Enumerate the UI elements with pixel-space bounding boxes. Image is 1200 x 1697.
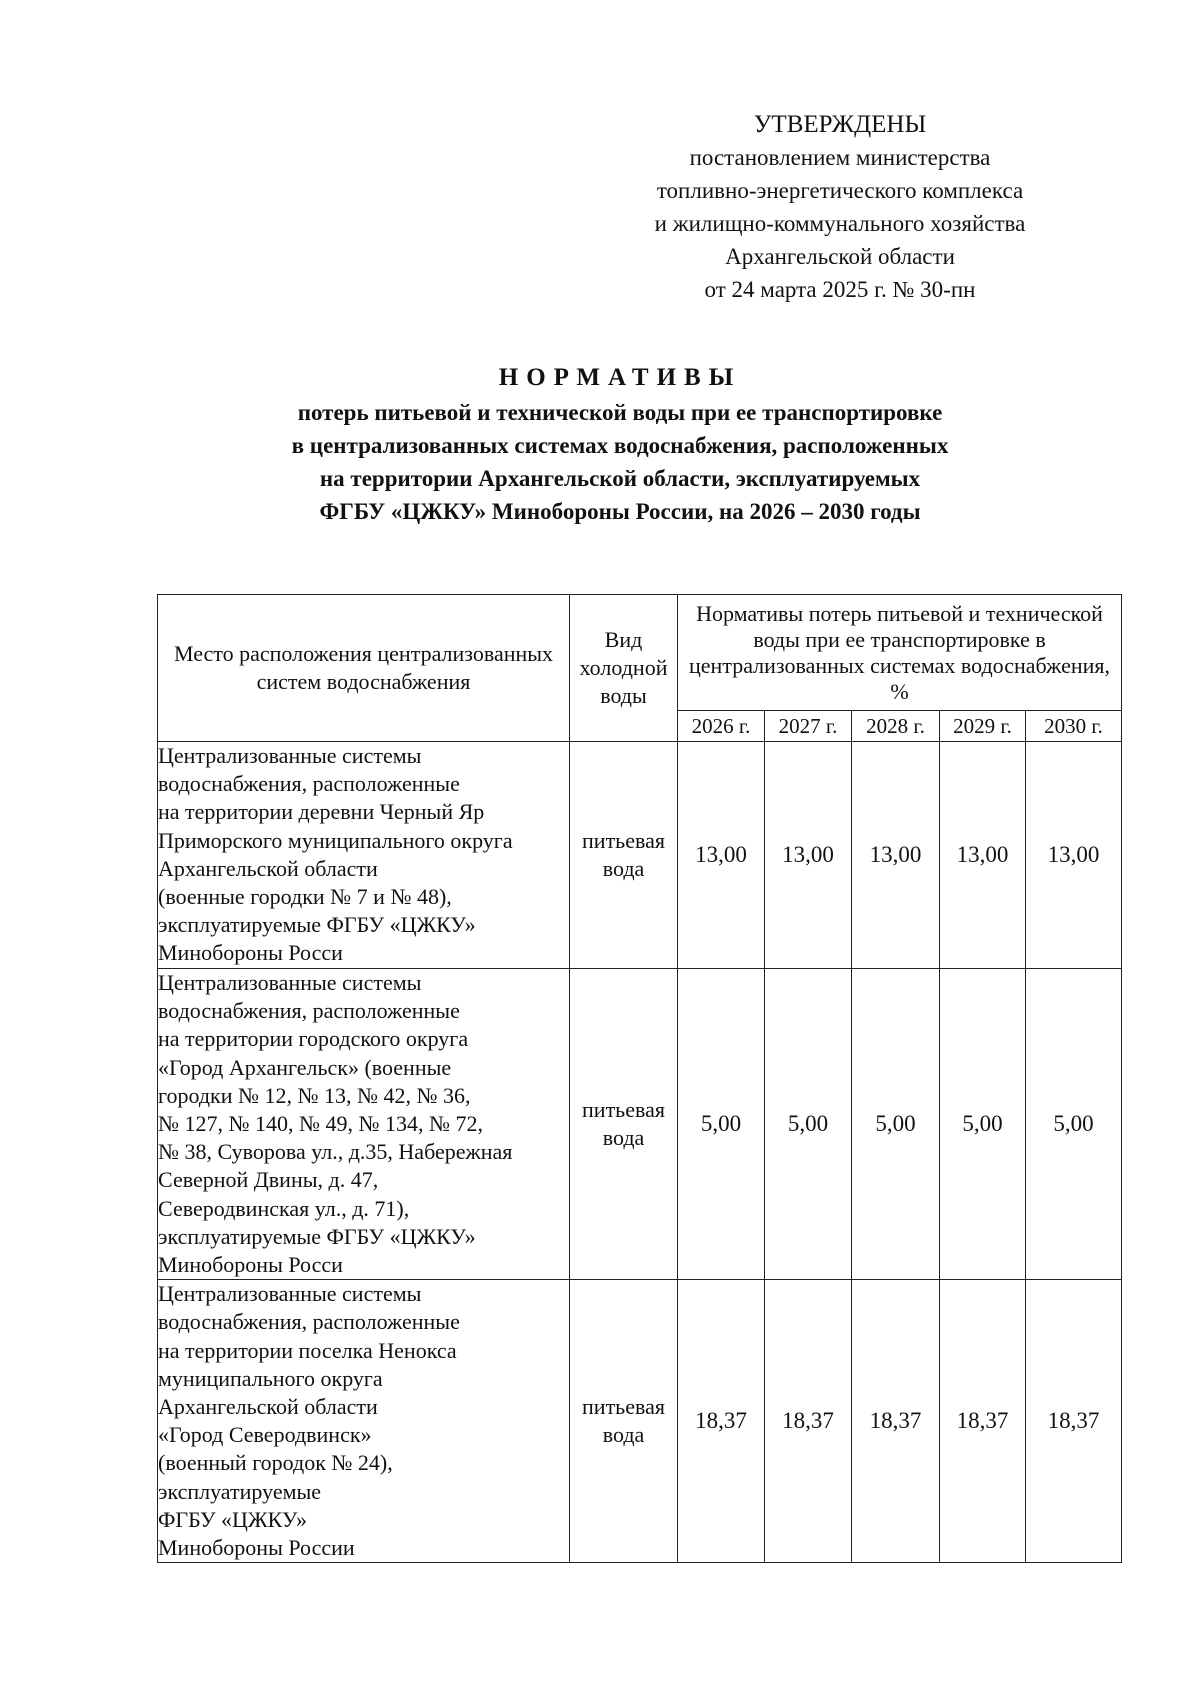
- norm-value-cell: 18,37: [852, 1280, 940, 1563]
- norm-value-cell: 13,00: [1026, 742, 1122, 969]
- document-subtitle-line: в централизованных системах водоснабжения, расположенных: [291, 433, 949, 458]
- approval-stamp-title: УТВЕРЖДЕНЫ: [753, 111, 927, 138]
- document-title: НОРМАТИВЫ: [498, 364, 742, 391]
- norm-value-cell: 13,00: [765, 742, 852, 969]
- norm-value-cell: 13,00: [678, 742, 765, 969]
- water-kind-cell: питьевая вода: [570, 969, 678, 1280]
- norm-value-cell: 5,00: [1026, 969, 1122, 1280]
- document-subtitle-line: потерь питьевой и технической воды при ее транспортировке: [297, 400, 943, 425]
- table-row: [158, 969, 1122, 1280]
- norm-value-cell: 13,00: [940, 742, 1026, 969]
- approval-line: топливно-энергетического комплекса: [656, 178, 1024, 203]
- header-year: 2029 г.: [940, 711, 1026, 742]
- norm-value-cell: 5,00: [765, 969, 852, 1280]
- place-cell: Централизованные системы водоснабжения, расположенные на территории городского округа «Город Архангельск» (военные городки № 12, № 13, № 42, № 36, № 127, № 140, № 49, № 134, № 72, № 38, Суворова ул., д.35, Набережная Северной Двины, д. 47, Северодвинская ул., д. 71), эксплуатируемые ФГБУ «ЦЖКУ» Минобороны Росси: [158, 969, 570, 1280]
- table-row: [158, 1280, 1122, 1563]
- norm-value-cell: 18,37: [678, 1280, 765, 1563]
- norm-value-cell: 18,37: [940, 1280, 1026, 1563]
- document-heading: [120, 360, 1120, 528]
- place-cell: Централизованные системы водоснабжения, расположенные на территории деревни Черный Яр Приморского муниципального округа Архангельской области (военные городки № 7 и № 48), эксплуатируемые ФГБУ «ЦЖКУ» Минобороны Росси: [158, 742, 570, 969]
- header-water-kind: Вид холодной воды: [570, 595, 678, 742]
- approval-line: Архангельской области: [725, 244, 955, 269]
- header-year: 2027 г.: [765, 711, 852, 742]
- norms-table: [157, 594, 1122, 1563]
- water-kind-cell: питьевая вода: [570, 742, 678, 969]
- header-place: Место расположения централизованных систем водоснабжения: [158, 595, 570, 742]
- norm-value-cell: 5,00: [940, 969, 1026, 1280]
- approval-date-line: от 24 марта 2025 г. № 30-пн: [704, 277, 976, 302]
- norm-value-cell: 5,00: [678, 969, 765, 1280]
- header-year: 2028 г.: [852, 711, 940, 742]
- water-kind-cell: питьевая вода: [570, 1280, 678, 1563]
- document-subtitle-line: на территории Архангельской области, эксплуатируемых: [319, 466, 921, 491]
- approval-line: постановлением министерства: [689, 145, 991, 170]
- header-year: 2030 г.: [1026, 711, 1122, 742]
- norm-value-cell: 5,00: [852, 969, 940, 1280]
- table-row: [158, 742, 1122, 969]
- approval-block: [560, 108, 1120, 306]
- approval-line: и жилищно-коммунального хозяйства: [654, 211, 1026, 236]
- header-norms-group: Нормативы потерь питьевой и технической воды при ее транспортировке в централизованных системах водоснабжения, %: [678, 595, 1122, 711]
- document-subtitle-line: ФГБУ «ЦЖКУ» Минобороны России, на 2026 – 2030 годы: [319, 499, 921, 524]
- norm-value-cell: 18,37: [765, 1280, 852, 1563]
- place-cell: Централизованные системы водоснабжения, расположенные на территории поселка Ненокса муниципального округа Архангельской области «Город Северодвинск» (военный городок № 24), эксплуатируемые ФГБУ «ЦЖКУ» Минобороны России: [158, 1280, 570, 1563]
- norm-value-cell: 13,00: [852, 742, 940, 969]
- norm-value-cell: 18,37: [1026, 1280, 1122, 1563]
- header-year: 2026 г.: [678, 711, 765, 742]
